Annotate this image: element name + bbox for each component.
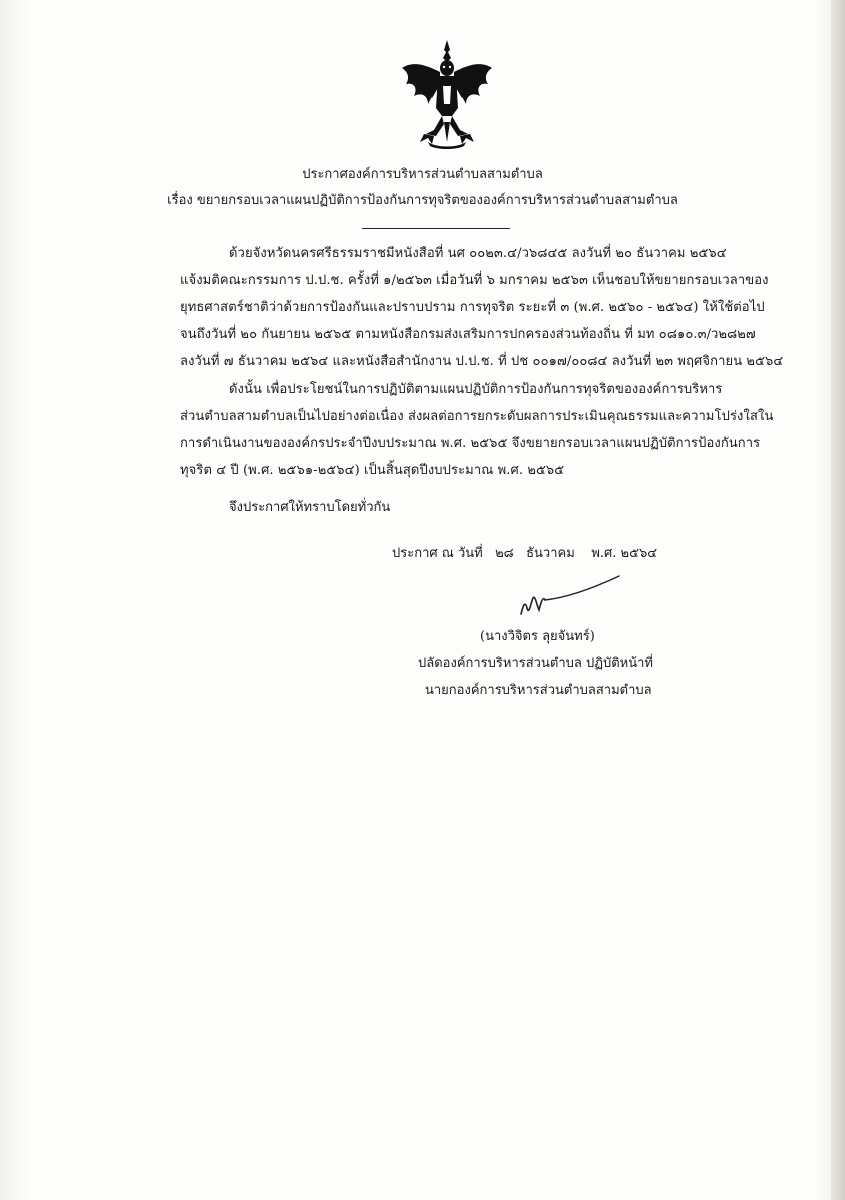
title-divider (362, 228, 510, 229)
signatory-position: ปลัดองค์การบริหารส่วนตำบล ปฏิบัติหน้าที่ (418, 656, 653, 671)
paragraph2-line: ดังนั้น เพื่อประโยชน์ในการปฏิบัติตามแผนปฏิบัติการป้องกันการทุจริตขององค์การบริหาร (229, 382, 723, 397)
paragraph2-line: การดำเนินงานขององค์กรประจำปีงบประมาณ พ.ศ. ๒๕๖๕ จึงขยายกรอบเวลาแผนปฏิบัติการป้องกันการ (180, 436, 761, 451)
paragraph1-line: ยุทธศาสตร์ชาติว่าด้วยการป้องกันและปราบปราม การทุจริต ระยะที่ ๓ (พ.ศ. ๒๕๖๐ - ๒๕๖๔) ให้ใช้ต่อไป (180, 300, 765, 315)
announcement-title: ประกาศองค์การบริหารส่วนตำบลสามตำบล (302, 167, 543, 182)
announcement-date: ประกาศ ณ วันที่ ๒๘ ธันวาคม พ.ศ. ๒๕๖๔ (392, 546, 658, 561)
signatory-position: นายกองค์การบริหารส่วนตำบลสามตำบล (425, 683, 652, 698)
paragraph1-line: ลงวันที่ ๗ ธันวาคม ๒๕๖๔ และหนังสือสำนักงาน ป.ป.ช. ที่ ปช ๐๐๑๗/๐๐๘๔ ลงวันที่ ๒๓ พฤศจิกายน ๒๕๖๔ (180, 354, 784, 369)
paragraph1-line: จนถึงวันที่ ๒๐ กันยายน ๒๕๖๕ ตามหนังสือกรมส่งเสริมการปกครองส่วนท้องถิ่น ที่ มท ๐๘๑๐.๓/ว๒๘๒๗ (180, 327, 756, 342)
signatory-name: (นางวิจิตร ลุยจันทร์) (480, 629, 595, 644)
paragraph1-line: แจ้งมติคณะกรรมการ ป.ป.ช. ครั้งที่ ๑/๒๕๖๓ เมื่อวันที่ ๖ มกราคม ๒๕๖๓ เห็นชอบให้ขยายกรอบเวลาของ (180, 273, 769, 288)
handwritten-signature (515, 572, 625, 622)
paragraph1-line: ด้วยจังหวัดนครศรีธรรมราชมีหนังสือที่ นศ ๐๐๒๓.๔/ว๖๘๔๕ ลงวันที่ ๒๐ ธันวาคม ๒๕๖๔ (229, 246, 727, 261)
closing-statement: จึงประกาศให้ทราบโดยทั่วกัน (229, 500, 391, 515)
garuda-emblem-icon (398, 38, 496, 150)
announcement-subject: เรื่อง ขยายกรอบเวลาแผนปฏิบัติการป้องกันการทุจริตขององค์การบริหารส่วนตำบลสามตำบล (167, 193, 678, 208)
paragraph2-line: ทุจริต ๔ ปี (พ.ศ. ๒๕๖๑-๒๕๖๔) เป็นสิ้นสุดปีงบประมาณ พ.ศ. ๒๕๖๕ (180, 463, 565, 478)
paragraph2-line: ส่วนตำบลสามตำบลเป็นไปอย่างต่อเนื่อง ส่งผลต่อการยกระดับผลการประเมินคุณธรรมและความโปร่งใสใน (180, 409, 774, 424)
